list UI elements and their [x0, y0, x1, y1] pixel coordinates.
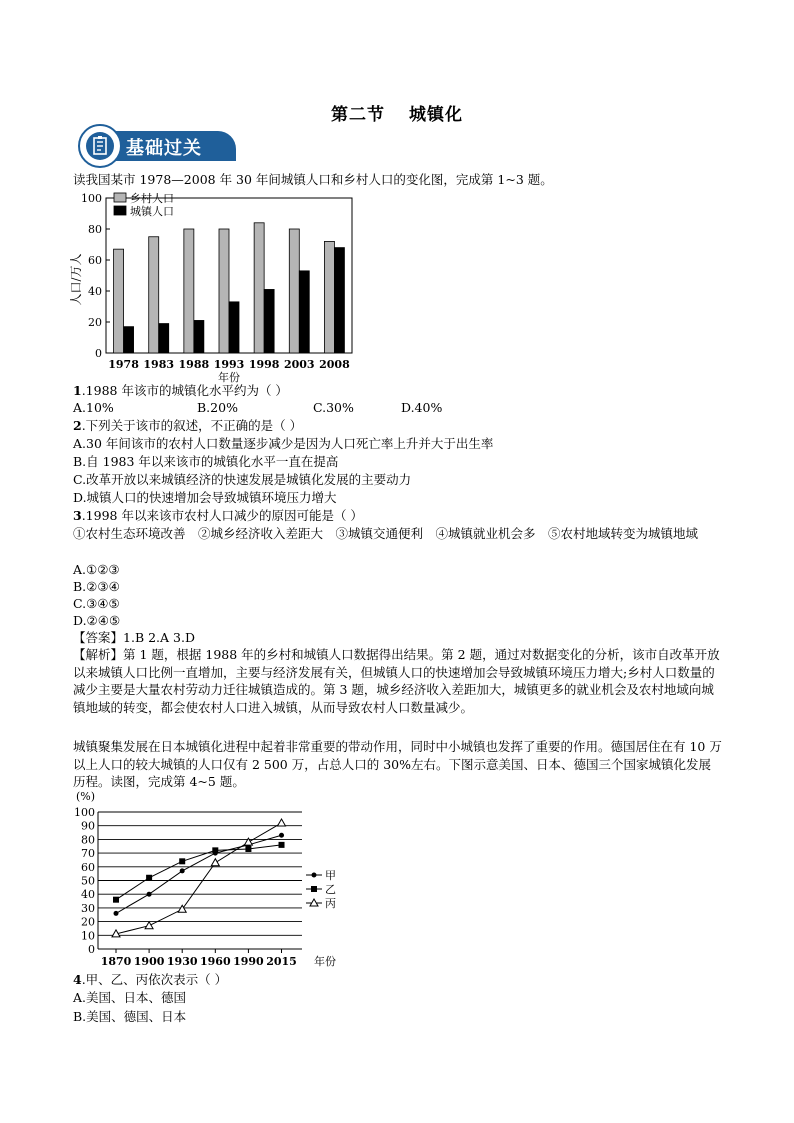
bar-urban-1998	[264, 289, 274, 353]
x-tick-label: 1900	[133, 955, 165, 968]
x-tick-label: 1960	[199, 955, 231, 968]
bar-rural-1988	[184, 229, 194, 353]
y-tick-label: 70	[81, 847, 95, 861]
q1-option-a: A.10%	[73, 400, 114, 415]
y-axis-label: 人口/万人	[69, 253, 83, 306]
y-tick-label: 100	[74, 806, 95, 819]
point-甲	[147, 892, 152, 897]
q1-option-d: D.40%	[401, 400, 443, 415]
urbanization-line-chart	[62, 790, 336, 972]
point-乙	[179, 858, 185, 864]
bar-rural-1983	[149, 237, 159, 353]
x-tick-label: 1983	[143, 358, 175, 371]
x-tick-label: 2003	[283, 358, 315, 371]
y-tick-label: 100	[81, 192, 102, 205]
x-tick-label: 1998	[248, 358, 280, 371]
y-tick-label: 80	[88, 223, 102, 236]
y-tick-label: 60	[88, 254, 102, 267]
legend-label: 乡村人口	[130, 192, 174, 205]
point-丙	[178, 905, 186, 912]
legend-label: 丙	[325, 897, 336, 910]
x-tick-label: 2015	[266, 955, 297, 968]
legend-label: 城镇人口	[130, 205, 174, 218]
x-axis-label: 年份	[218, 371, 240, 384]
bar-rural-1998	[254, 223, 264, 353]
q3-option-b: B.②③④	[73, 579, 120, 594]
q1-option-b: B.20%	[197, 400, 238, 415]
point-甲	[180, 868, 185, 873]
point-丙	[211, 859, 219, 866]
y-tick-label: 0	[95, 347, 102, 360]
bar-urban-1988	[194, 320, 204, 353]
question-2: 2.下列关于该市的叙述，不正确的是（ ）	[73, 418, 303, 433]
x-tick-label: 2008	[319, 358, 350, 371]
q2-option-c: C.改革开放以来城镇经济的快速发展是城镇化发展的主要动力	[73, 472, 412, 487]
point-乙	[146, 875, 152, 881]
intro-text-1: 读我国某市 1978—2008 年 30 年间城镇人口和乡村人口的变化图，完成第 1~3 题。	[73, 172, 553, 187]
y-tick-label: 20	[88, 316, 102, 329]
bar-rural-1978	[114, 249, 124, 353]
point-乙	[113, 897, 119, 903]
x-tick-label: 1988	[178, 358, 210, 371]
y-tick-label: 40	[81, 888, 95, 902]
q4-option-a: A.美国、日本、德国	[73, 990, 187, 1005]
y-unit-label: (%)	[76, 790, 96, 803]
question-1: 1.1988 年该市的城镇化水平约为（ ）	[73, 383, 288, 398]
x-tick-label: 1930	[166, 955, 198, 968]
population-bar-chart	[62, 188, 362, 383]
q3-option-d: D.②④⑤	[73, 613, 121, 628]
series-line-甲	[116, 835, 282, 913]
legend-swatch	[114, 206, 126, 215]
intro-text-2: 城镇聚集发展在日本城镇化进程中起着非常重要的带动作用，同时中小城镇也发挥了重要的作用。德国居住在有 10 万以上人口的较大城镇的人口仅有 2 500 万，占总人口的 30%左右。下图示意美国、日本、德国三个国家城镇化发展历程。读图，完成第 4~5 题。	[73, 739, 722, 789]
q3-statements: ①农村生态环境改善 ②城乡经济收入差距大 ③城镇交通便利 ④城镇就业机会多 ⑤农村地域转变为城镇地域	[73, 526, 699, 541]
y-tick-label: 30	[81, 901, 95, 915]
bar-rural-2008	[324, 241, 334, 353]
bar-urban-1993	[229, 302, 239, 353]
answer-line: 【答案】1.B 2.A 3.D	[73, 630, 195, 645]
point-丙	[278, 819, 286, 826]
point-甲	[279, 833, 284, 838]
y-tick-label: 90	[81, 819, 95, 833]
x-tick-label: 1870	[100, 955, 132, 968]
bar-rural-2003	[289, 229, 299, 353]
y-tick-label: 60	[81, 860, 95, 874]
x-tick-label: 1990	[233, 955, 264, 968]
question-4: 4.甲、乙、丙依次表示（ ）	[73, 972, 228, 987]
point-乙	[279, 842, 285, 848]
question-3: 3.1998 年以来该市农村人口减少的原因可能是（ ）	[73, 508, 363, 523]
q3-option-a: A.①②③	[73, 562, 120, 577]
legend-swatch	[114, 193, 126, 202]
x-tick-label: 1993	[213, 358, 245, 371]
q2-option-a: A.30 年间该市的农村人口数量逐步减少是因为人口死亡率上升并大于出生率	[73, 436, 494, 451]
bar-urban-2008	[334, 248, 344, 353]
point-乙	[245, 846, 251, 852]
bar-rural-1993	[219, 229, 229, 353]
y-tick-label: 20	[81, 915, 95, 929]
point-甲	[114, 911, 119, 916]
analysis-paragraph: 【解析】第 1 题，根据 1988 年的乡村和城镇人口数据得出结果。第 2 题，通过对数据变化的分析，该市自改革开放以来城镇人口比例一直增加，主要与经济发展有关，但城镇人口的快速增加会导致城镇环境压力增大;乡村人口数量的减少主要是大量农村劳动力迁往城镇造成的。第 3 题，城乡经济收入差距加大，城镇更多的就业机会及农村地域向城镇地域的转变，都会使农村人口进入城镇，从而导致农村人口数量减少。	[73, 647, 720, 715]
banner-label: 基础过关	[126, 138, 202, 159]
y-tick-label: 10	[81, 929, 95, 943]
bar-urban-1978	[124, 327, 134, 353]
x-axis-label: 年份	[314, 955, 336, 968]
document-list-icon	[86, 132, 114, 160]
legend-label: 甲	[325, 869, 336, 882]
x-tick-label: 1978	[108, 358, 139, 371]
point-丙	[145, 922, 153, 929]
legend-label: 乙	[325, 883, 336, 896]
page-title: 第二节 城镇化	[331, 105, 463, 125]
legend-marker	[311, 886, 317, 892]
q1-option-c: C.30%	[313, 400, 354, 415]
point-乙	[212, 847, 218, 853]
y-tick-label: 80	[81, 833, 95, 847]
q2-option-d: D.城镇人口的快速增加会导致城镇环境压力增大	[73, 490, 337, 505]
y-tick-label: 50	[81, 874, 95, 888]
y-tick-label: 0	[88, 943, 95, 956]
y-tick-label: 40	[88, 285, 102, 298]
q2-option-b: B.自 1983 年以来该市的城镇化水平一直在提高	[73, 454, 339, 469]
bar-urban-2003	[299, 271, 309, 353]
q3-option-c: C.③④⑤	[73, 596, 120, 611]
q4-option-b: B.美国、德国、日本	[73, 1009, 187, 1024]
bar-urban-1983	[159, 324, 169, 353]
legend-marker	[312, 873, 317, 878]
section-banner	[78, 124, 236, 168]
